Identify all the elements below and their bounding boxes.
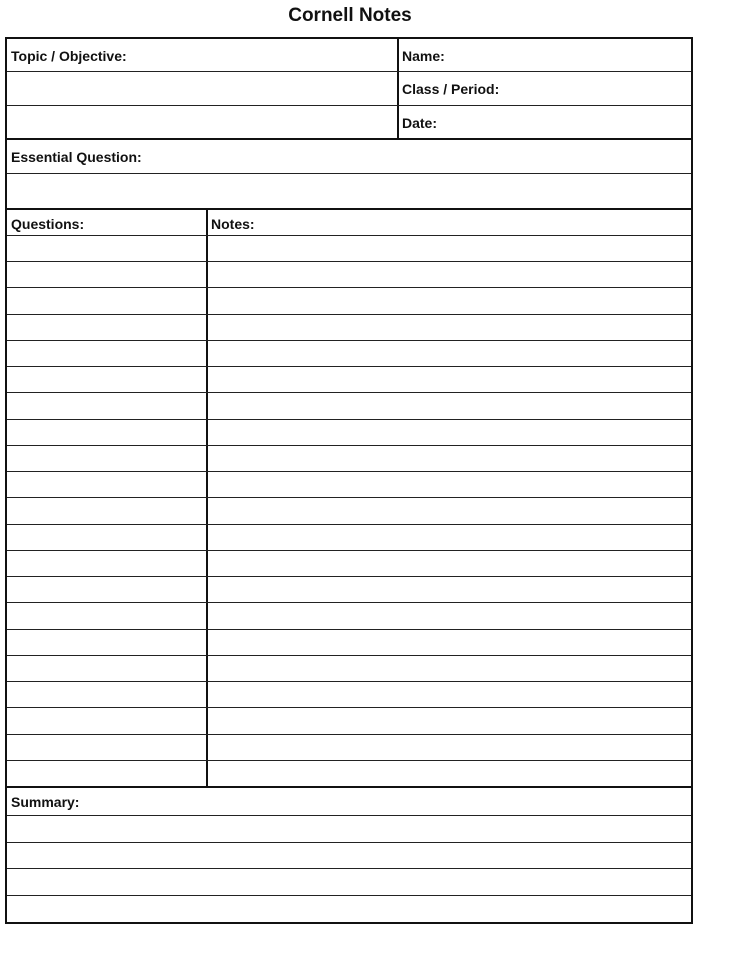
- notes-rule-line: [7, 655, 691, 656]
- essential-question-rule: [7, 173, 691, 174]
- notes-bottom-border: [7, 786, 691, 788]
- notes-rule-line: [7, 340, 691, 341]
- notes-rule-line: [7, 445, 691, 446]
- notes-rule-line: [7, 314, 691, 315]
- essential-question-label: Essential Question:: [11, 149, 142, 165]
- notes-rule-line: [7, 707, 691, 708]
- notes-rule-line: [7, 497, 691, 498]
- notes-rule-line: [7, 550, 691, 551]
- questions-label: Questions:: [11, 216, 85, 232]
- cornell-notes-form: [5, 37, 693, 924]
- notes-rule-line: [7, 681, 691, 682]
- notes-rule-line: [7, 629, 691, 630]
- header-divider: [397, 39, 399, 139]
- summary-rule-line: [7, 842, 691, 843]
- date-label: Date:: [402, 115, 438, 131]
- notes-rule-line: [7, 760, 691, 761]
- page-title: Cornell Notes: [288, 5, 412, 26]
- notes-rule-line: [7, 602, 691, 603]
- notes-label: Notes:: [211, 216, 255, 232]
- header-bottom-border: [7, 138, 691, 140]
- header-rule: [7, 71, 691, 72]
- summary-label: Summary:: [11, 794, 80, 810]
- header-rule: [7, 105, 691, 106]
- questions-notes-divider: [206, 209, 208, 787]
- summary-rule-line: [7, 868, 691, 869]
- topic-label: Topic / Objective:: [11, 48, 127, 64]
- notes-rule-line: [7, 734, 691, 735]
- notes-rule-line: [7, 576, 691, 577]
- notes-rule-line: [7, 287, 691, 288]
- notes-rule-line: [7, 392, 691, 393]
- notes-rule-line: [7, 261, 691, 262]
- notes-rule-line: [7, 524, 691, 525]
- notes-rule-line: [7, 366, 691, 367]
- notes-rule-line: [7, 419, 691, 420]
- notes-rule-line: [7, 235, 691, 236]
- essential-question-bottom-border: [7, 208, 691, 210]
- name-label: Name:: [402, 48, 445, 64]
- class-period-label: Class / Period:: [402, 81, 500, 97]
- summary-rule-line: [7, 815, 691, 816]
- summary-rule-line: [7, 895, 691, 896]
- notes-rule-line: [7, 471, 691, 472]
